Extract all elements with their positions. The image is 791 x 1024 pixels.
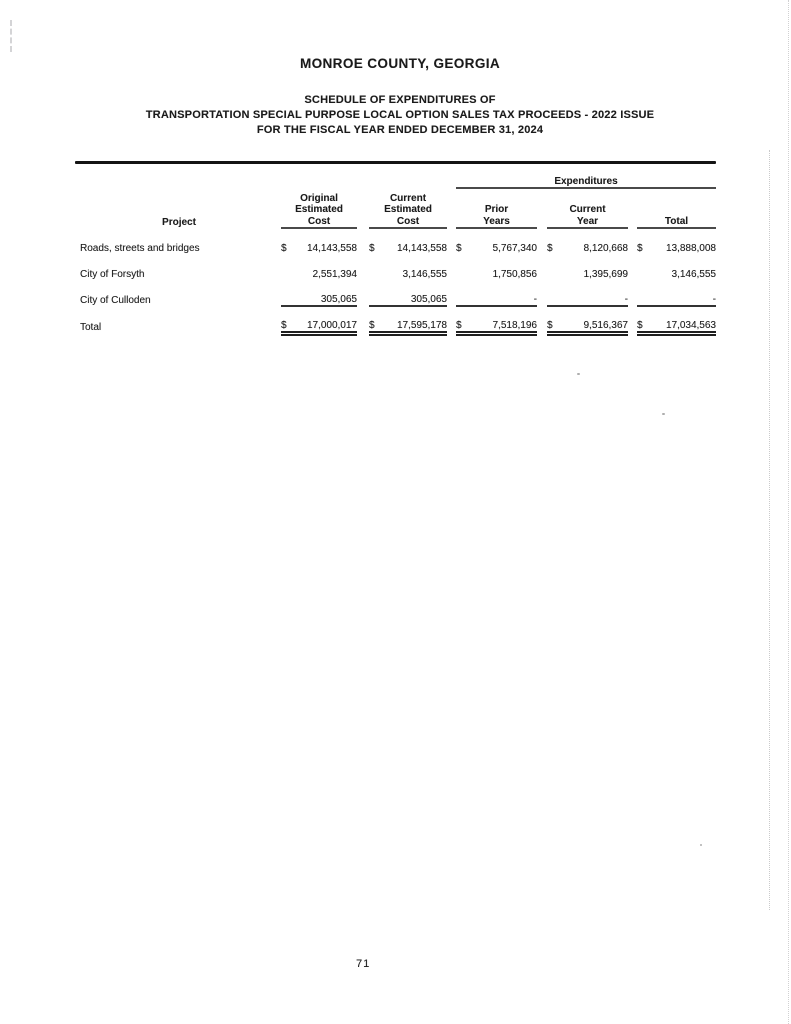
- expenditures-table: [80, 174, 716, 336]
- amount-cell: $ 8,120,668: [547, 243, 628, 254]
- col-header-project: Project: [162, 217, 196, 228]
- schedule-title-line2: TRANSPORTATION SPECIAL PURPOSE LOCAL OPTION SALES TAX PROCEEDS - 2022 ISSUE: [145, 109, 655, 121]
- scan-artifact: [662, 413, 665, 415]
- dollar-sign: $: [547, 319, 553, 331]
- dollar-sign: $: [369, 243, 375, 254]
- col-header-current-year: Current Year: [547, 188, 628, 228]
- amount-cell: $ 17,034,563: [637, 306, 716, 333]
- col-header-original-estimated-cost: Original Estimated Cost: [281, 188, 357, 228]
- dollar-sign: $: [281, 319, 287, 331]
- dollar-sign: $: [456, 243, 462, 254]
- table-row-forsyth: [80, 254, 716, 280]
- amount-cell: -: [456, 280, 537, 306]
- col-header-current-estimated-cost: Current Estimated Cost: [369, 188, 447, 228]
- amount-cell: $ 5,767,340: [456, 243, 537, 254]
- table-row-culloden: [80, 280, 716, 306]
- table-row-roads: [80, 228, 716, 254]
- amount-cell: -: [637, 280, 716, 306]
- col-header-total: Total: [637, 188, 716, 228]
- amount-cell: $ 17,595,178: [369, 306, 447, 333]
- amount-cell: 305,065: [281, 280, 357, 306]
- title-block: [75, 56, 725, 138]
- column-header-row: [80, 188, 716, 228]
- amount-cell: $ 9,516,367: [547, 306, 628, 333]
- amount-cell: 1,395,699: [583, 269, 628, 280]
- amount-cell: $ 17,000,017: [281, 306, 357, 333]
- col-header-prior-years: Prior Years: [456, 188, 537, 228]
- scan-artifact: [577, 373, 580, 375]
- amount-cell: 305,065: [369, 280, 447, 306]
- amount-cell: 1,750,856: [492, 269, 537, 280]
- dollar-sign: $: [637, 319, 643, 331]
- amount-cell: $ 14,143,558: [281, 243, 357, 254]
- amount-cell: 3,146,555: [402, 269, 447, 280]
- title-rule: [75, 161, 716, 164]
- scan-artifact: [700, 844, 702, 846]
- dollar-sign: $: [456, 319, 462, 331]
- total-label: Total: [80, 322, 102, 333]
- amount-cell: $ 13,888,008: [637, 243, 716, 254]
- dollar-sign: $: [637, 243, 643, 254]
- schedule-title: [75, 93, 725, 138]
- project-cell: Roads, streets and bridges: [80, 243, 200, 254]
- county-title: MONROE COUNTY, GEORGIA: [299, 56, 501, 71]
- project-cell: City of Culloden: [80, 295, 151, 306]
- page-number: 71: [356, 958, 371, 970]
- dollar-sign: $: [547, 243, 553, 254]
- table-row-total: [80, 306, 716, 333]
- amount-cell: $ 7,518,196: [456, 306, 537, 333]
- dollar-sign: $: [281, 243, 287, 254]
- project-cell: City of Forsyth: [80, 269, 145, 280]
- dollar-sign: $: [369, 319, 375, 331]
- expenditures-group-header: Expenditures: [456, 174, 716, 188]
- amount-cell: 3,146,555: [671, 269, 716, 280]
- amount-cell: 2,551,394: [312, 269, 357, 280]
- schedule-title-line3: FOR THE FISCAL YEAR ENDED DECEMBER 31, 2024: [256, 124, 544, 136]
- amount-cell: $ 14,143,558: [369, 243, 447, 254]
- scan-artifact: [769, 150, 770, 910]
- amount-cell: -: [547, 280, 628, 306]
- expenditures-group-row: [80, 174, 716, 188]
- scan-artifact: [10, 20, 12, 52]
- schedule-title-line1: SCHEDULE OF EXPENDITURES OF: [304, 94, 496, 106]
- scan-artifact: [788, 0, 789, 1024]
